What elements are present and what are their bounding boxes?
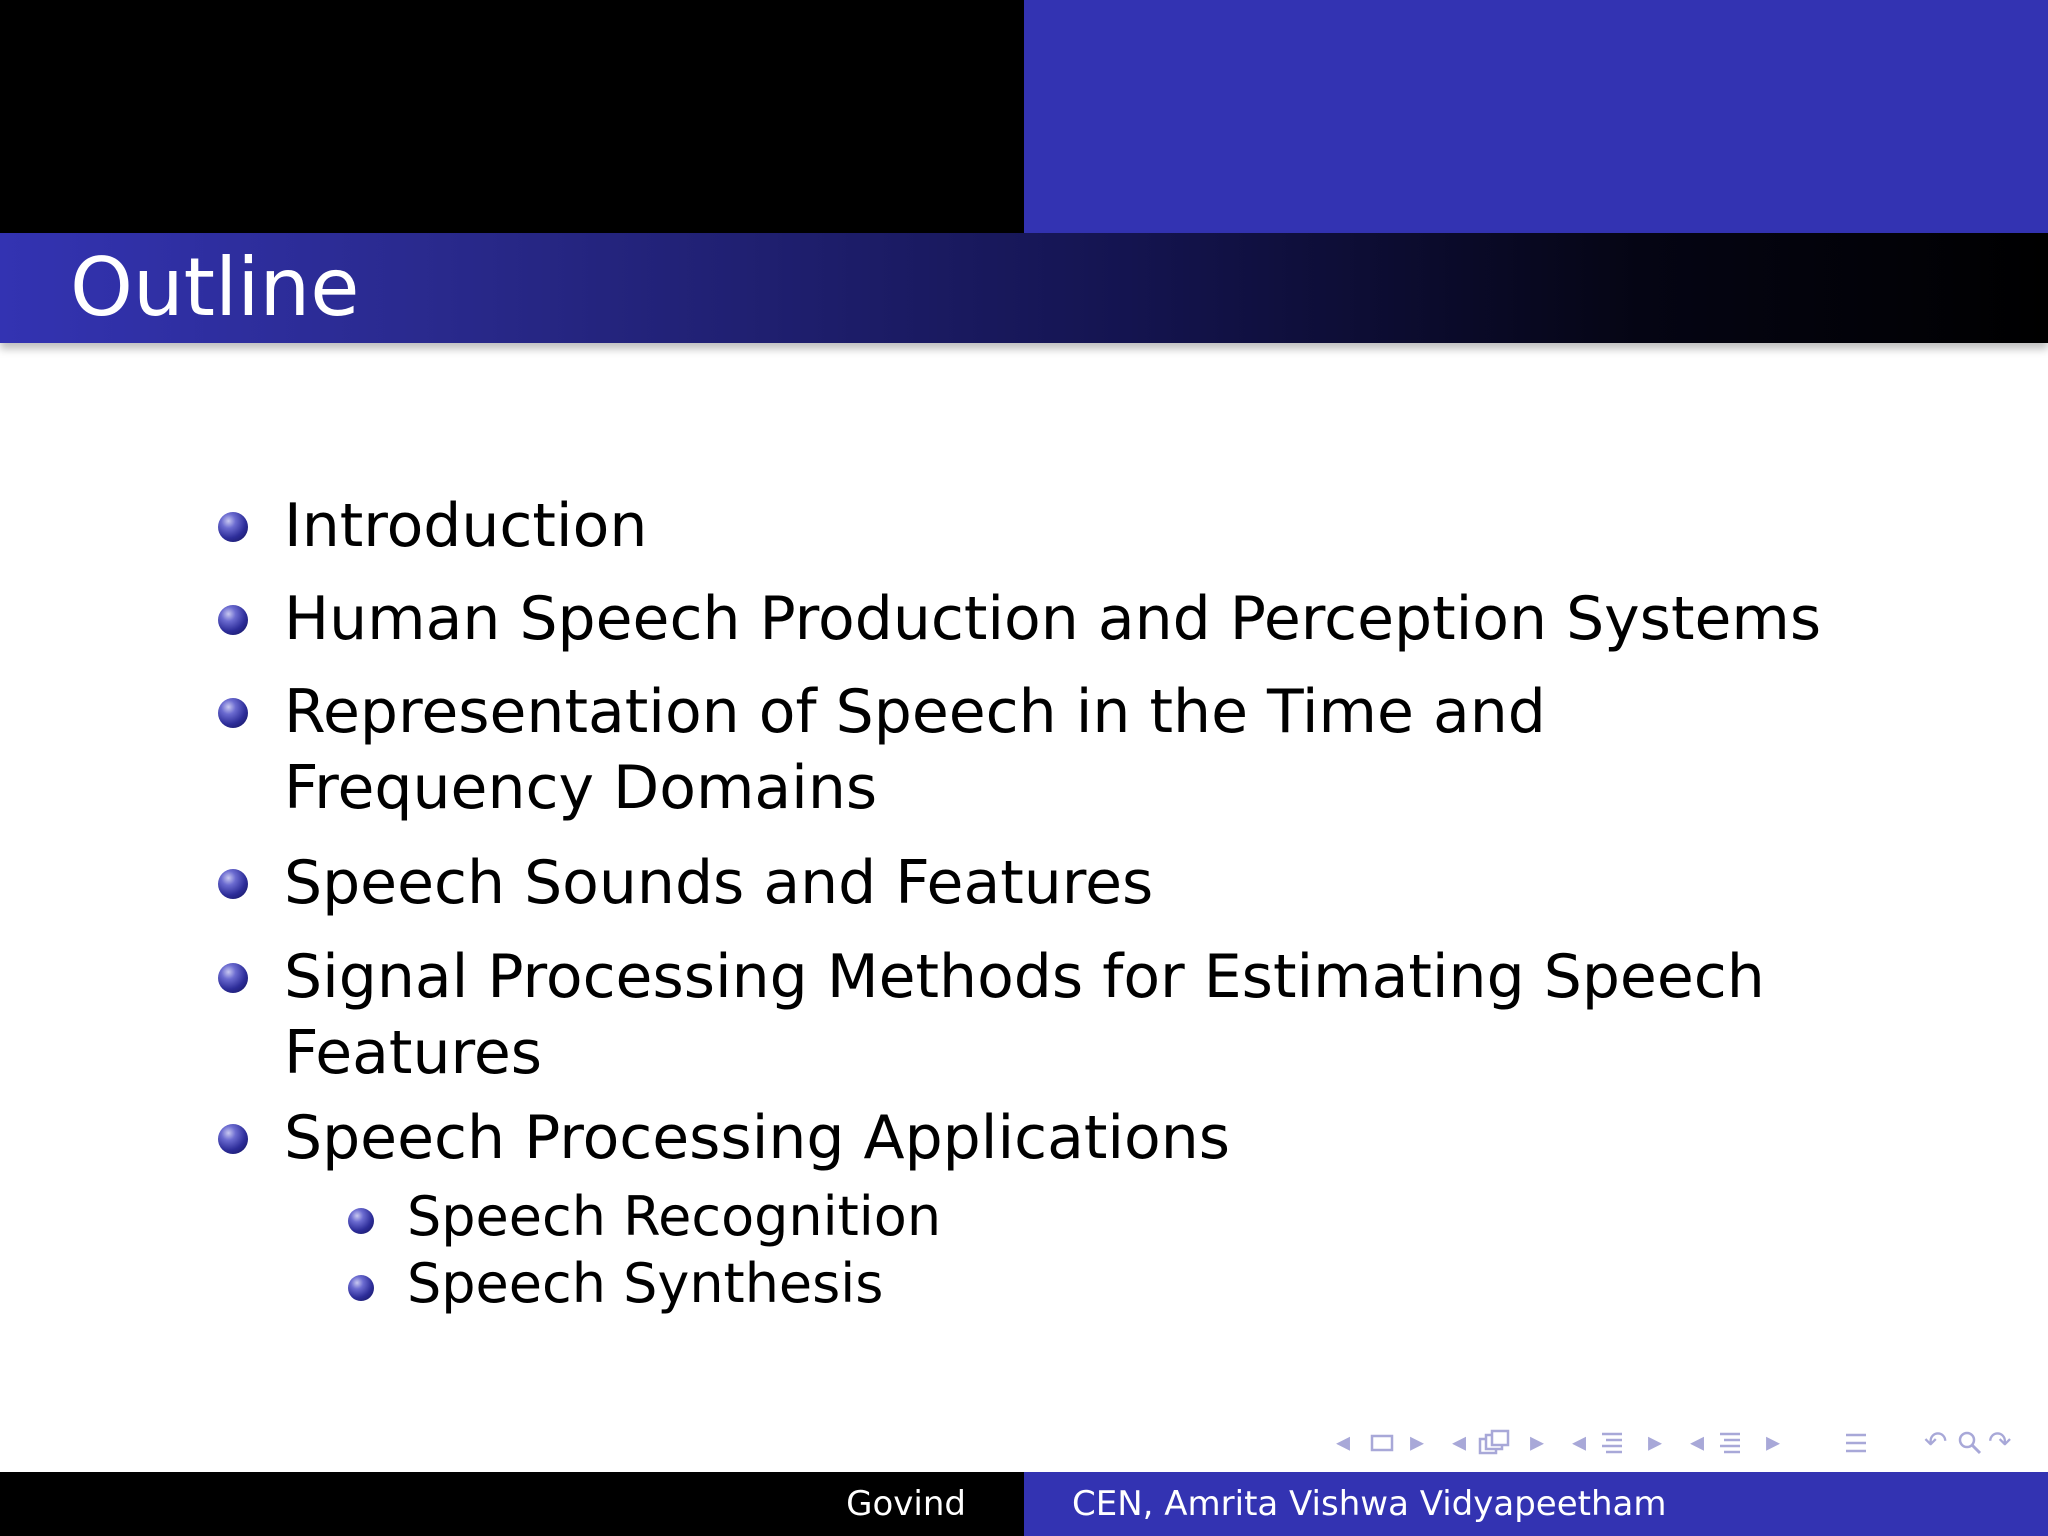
- navigation-symbols: [1330, 1424, 2030, 1460]
- nav-document-icon[interactable]: [1716, 1424, 1744, 1460]
- outline-item-production-perception: Human Speech Production and Perception Systems: [284, 584, 1822, 654]
- bullet-icon: [218, 869, 248, 899]
- nav-appendix-icon[interactable]: [1842, 1424, 1870, 1460]
- nav-next-section-icon[interactable]: ▸: [1648, 1425, 1663, 1458]
- header-right-panel: [1024, 0, 2048, 233]
- footer-author: Govind: [846, 1484, 966, 1524]
- nav-next-subsection-icon[interactable]: ▸: [1530, 1425, 1545, 1458]
- nav-prev-document-icon[interactable]: ◂: [1690, 1425, 1705, 1458]
- outline-item-sounds-features: Speech Sounds and Features: [284, 848, 1154, 918]
- nav-back-icon[interactable]: ↶: [1924, 1425, 1948, 1458]
- outline-item-applications: Speech Processing Applications: [284, 1103, 1231, 1173]
- subbullet-icon: [348, 1275, 374, 1301]
- bullet-icon: [218, 698, 248, 728]
- subbullet-icon: [348, 1208, 374, 1234]
- nav-search-icon[interactable]: [1956, 1424, 1984, 1460]
- bullet-icon: [218, 963, 248, 993]
- footer-left-panel: [0, 1472, 1024, 1536]
- nav-frame-icon[interactable]: [1370, 1424, 1394, 1460]
- outline-item-representation: Representation of Speech in the Time and Frequency Domains: [284, 677, 1546, 823]
- outline-subitem-synthesis: Speech Synthesis: [407, 1252, 884, 1315]
- frame-title: Outline: [70, 241, 360, 334]
- outline-item-signal-processing: Signal Processing Methods for Estimating Speech Features: [284, 942, 1765, 1088]
- bullet-icon: [218, 1124, 248, 1154]
- bullet-icon: [218, 512, 248, 542]
- header-left-panel: [0, 0, 1024, 233]
- outline-item-introduction: Introduction: [284, 491, 648, 561]
- nav-next-document-icon[interactable]: ▸: [1766, 1425, 1781, 1458]
- nav-prev-section-icon[interactable]: ◂: [1572, 1425, 1587, 1458]
- nav-prev-subsection-icon[interactable]: ◂: [1452, 1425, 1467, 1458]
- outline-subitem-recognition: Speech Recognition: [407, 1185, 942, 1248]
- nav-section-icon[interactable]: [1598, 1424, 1626, 1460]
- footer-right-panel: [1024, 1472, 2048, 1536]
- nav-prev-frame-icon[interactable]: ◂: [1336, 1425, 1351, 1458]
- nav-next-frame-icon[interactable]: ▸: [1410, 1425, 1425, 1458]
- footer-institute: CEN, Amrita Vishwa Vidyapeetham: [1072, 1484, 1667, 1524]
- frame-title-bar: [0, 233, 2048, 343]
- bullet-icon: [218, 605, 248, 635]
- nav-forward-icon[interactable]: ↷: [1988, 1425, 2012, 1458]
- nav-subsection-icon[interactable]: [1478, 1424, 1510, 1460]
